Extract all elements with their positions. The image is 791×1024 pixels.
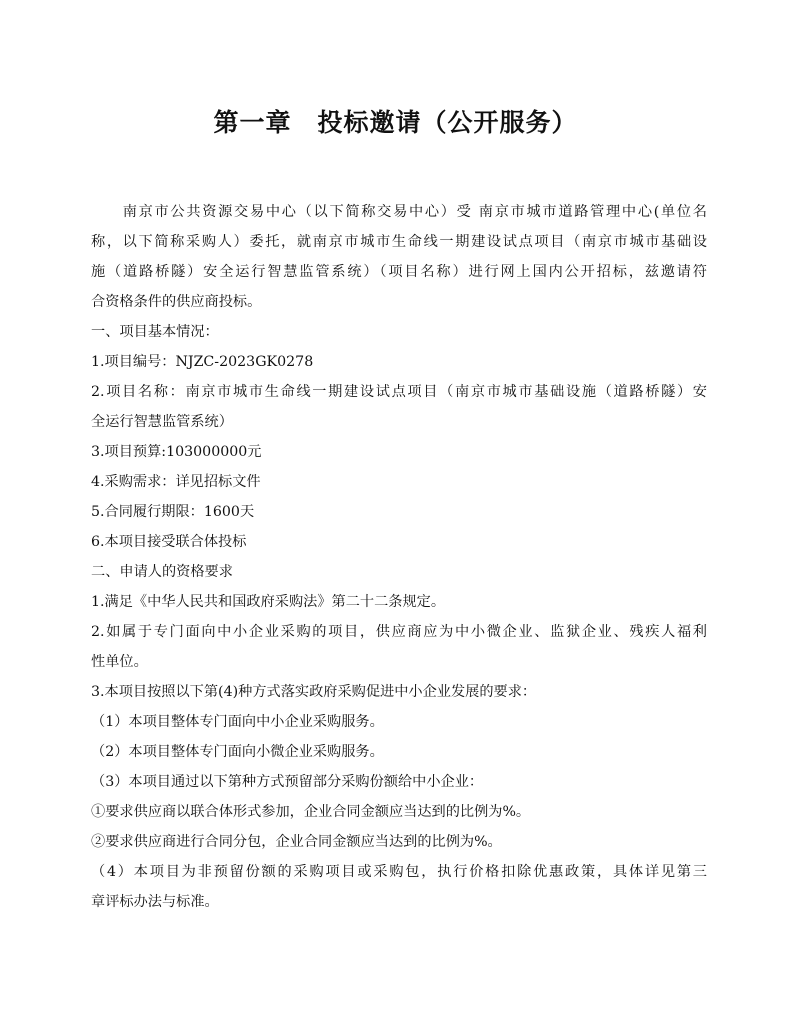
section1-heading: 一、项目基本情况： (91, 324, 219, 340)
option-2: （2）本项目整体专门面向小微企业采购服务。 (91, 744, 384, 760)
intro-line-3: 施（道路桥隧）安全运行智慧监管系统）（项目名称）进行网上国内公开招标，兹邀请符 (91, 264, 707, 280)
intro-line-2: 称，以下简称采购人）委托，就南京市城市生命线一期建设试点项目（南京市城市基础设 (91, 234, 707, 250)
requirement-1: 1.满足《中华人民共和国政府采购法》第二十二条规定。 (91, 594, 446, 610)
option-1: （1）本项目整体专门面向中小企业采购服务。 (91, 714, 384, 730)
intro-line-1 (91, 202, 707, 222)
option-3-method-1: ①要求供应商以联合体形式参加，企业合同金额应当达到的比例为%。 (91, 804, 531, 820)
contract-period: 5.合同履行期限：1600天 (91, 504, 255, 520)
project-budget: 3.项目预算:103000000元 (91, 444, 262, 460)
consortium-note: 6.本项目接受联合体投标 (91, 534, 247, 550)
project-name-line-2: 全运行智慧监管系统） (91, 414, 233, 430)
chapter-title: 第一章 投标邀请（公开服务） (213, 108, 578, 137)
requirement-2-line-2: 性单位。 (91, 654, 148, 670)
project-name-line-1: 2.项目名称：南京市城市生命线一期建设试点项目（南京市城市基础设施（道路桥隧）安 (91, 384, 707, 400)
option-4-line-1: （4）本项目为非预留份额的采购项目或采购包，执行价格扣除优惠政策，具体详见第三 (91, 864, 707, 880)
option-4-line-2: 章评标办法与标准。 (91, 894, 219, 910)
requirement-2-line-1: 2.如属于专门面向中小企业采购的项目，供应商应为中小微企业、监狱企业、残疾人福利 (91, 624, 707, 640)
option-3-method-2: ②要求供应商进行合同分包，企业合同金额应当达到的比例为%。 (91, 834, 502, 850)
procurement-needs: 4.采购需求：详见招标文件 (91, 474, 261, 490)
intro-line-4: 合资格条件的供应商投标。 (91, 294, 262, 310)
project-number: 1.项目编号：NJZC-2023GK0278 (91, 354, 314, 370)
section2-heading: 二、申请人的资格要求 (91, 564, 233, 580)
requirement-3: 3.本项目按照以下第(4)种方式落实政府采购促进中小企业发展的要求： (91, 684, 537, 700)
option-3: （3）本项目通过以下第种方式预留部分采购份额给中小企业： (91, 774, 484, 790)
intro-line-1-text: 南京市公共资源交易中心（以下简称交易中心）受 南京市城市道路管理中心(单位名 (121, 204, 707, 220)
